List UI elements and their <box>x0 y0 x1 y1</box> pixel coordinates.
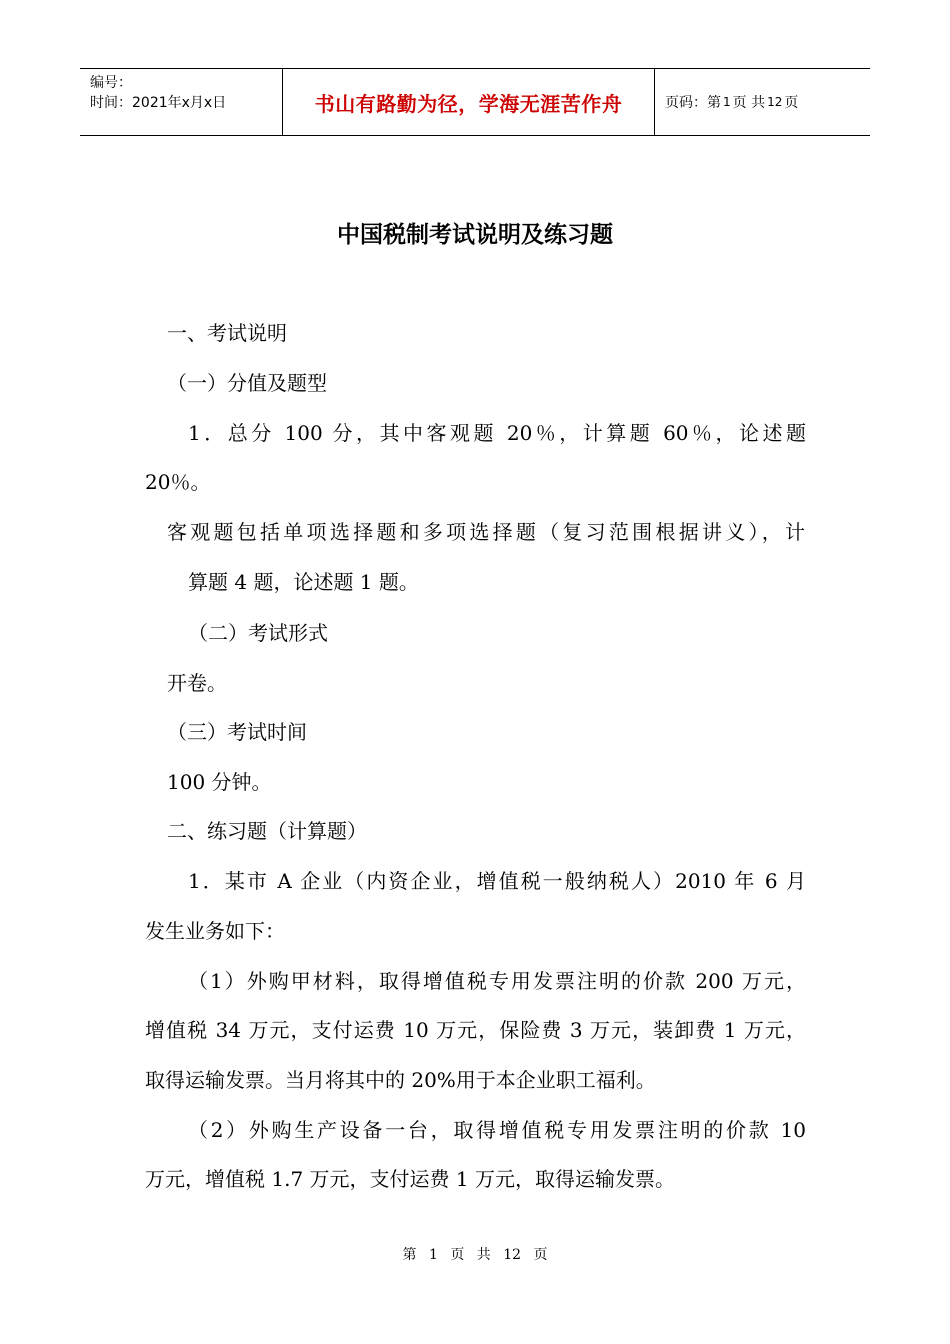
paragraph-line: 万元，增值税 1.7 万元，支付运费 1 万元，取得运输发票。 <box>145 1167 675 1191</box>
motto-cell <box>282 69 655 135</box>
page-footer <box>0 1244 950 1264</box>
paragraph-line: 100 分钟。 <box>167 770 272 794</box>
subsection-heading-1: （一）分值及题型 <box>167 371 327 395</box>
paragraph-line: 1．某市 A 企业（内资企业，增值税一般纳税人）2010 年 6 月 <box>188 869 806 893</box>
paragraph-line: 客观题包括单项选择题和多项选择题（复习范围根据讲义），计 <box>167 520 805 544</box>
page-mid: 页 共 <box>732 95 766 111</box>
header-table <box>80 68 870 136</box>
footer-total-pages: 12 <box>503 1247 522 1263</box>
motto: 书山有路勤为径，学海无涯苦作舟 <box>314 91 623 116</box>
footer-current-page: 1 <box>428 1247 438 1263</box>
section-heading-1: 一、考试说明 <box>167 321 287 345</box>
page-current: 1 <box>723 95 731 109</box>
footer-word: 共 <box>476 1247 491 1263</box>
footer-word: 页 <box>450 1247 465 1263</box>
paragraph-line: 1．总分 100 分，其中客观题 20％，计算题 60％，论述题 <box>188 421 806 445</box>
paragraph-line: 开卷。 <box>167 671 227 695</box>
page-suffix: 页 <box>784 95 799 111</box>
paragraph-line: 发生业务如下： <box>145 919 285 943</box>
subsection-heading-2: （二）考试形式 <box>188 621 328 645</box>
section-heading-2: 二、练习题（计算题） <box>167 819 367 843</box>
page-prefix: 页码：第 <box>665 95 721 111</box>
paragraph-line: 取得运输发票。当月将其中的 20%用于本企业职工福利。 <box>145 1068 656 1092</box>
paragraph-line: 20％。 <box>145 470 211 494</box>
number-label: 编号： <box>90 75 132 91</box>
time-label: 时间：2021年x月x日 <box>90 95 227 111</box>
document-title: 中国税制考试说明及练习题 <box>337 221 613 248</box>
page-total: 12 <box>767 95 783 109</box>
header-info-cell <box>80 69 282 135</box>
subsection-heading-3: （三）考试时间 <box>167 720 307 744</box>
paragraph-line: 算题 4 题，论述题 1 题。 <box>188 570 419 594</box>
footer-word: 页 <box>533 1247 548 1263</box>
page-number-cell <box>655 69 870 135</box>
footer-word: 第 <box>402 1247 417 1263</box>
paragraph-line: （2）外购生产设备一台，取得增值税专用发票注明的价款 10 <box>188 1118 806 1142</box>
paragraph-line: （1）外购甲材料，取得增值税专用发票注明的价款 200 万元， <box>188 969 806 993</box>
paragraph-line: 增值税 34 万元，支付运费 10 万元，保险费 3 万元，装卸费 1 万元， <box>145 1018 806 1042</box>
